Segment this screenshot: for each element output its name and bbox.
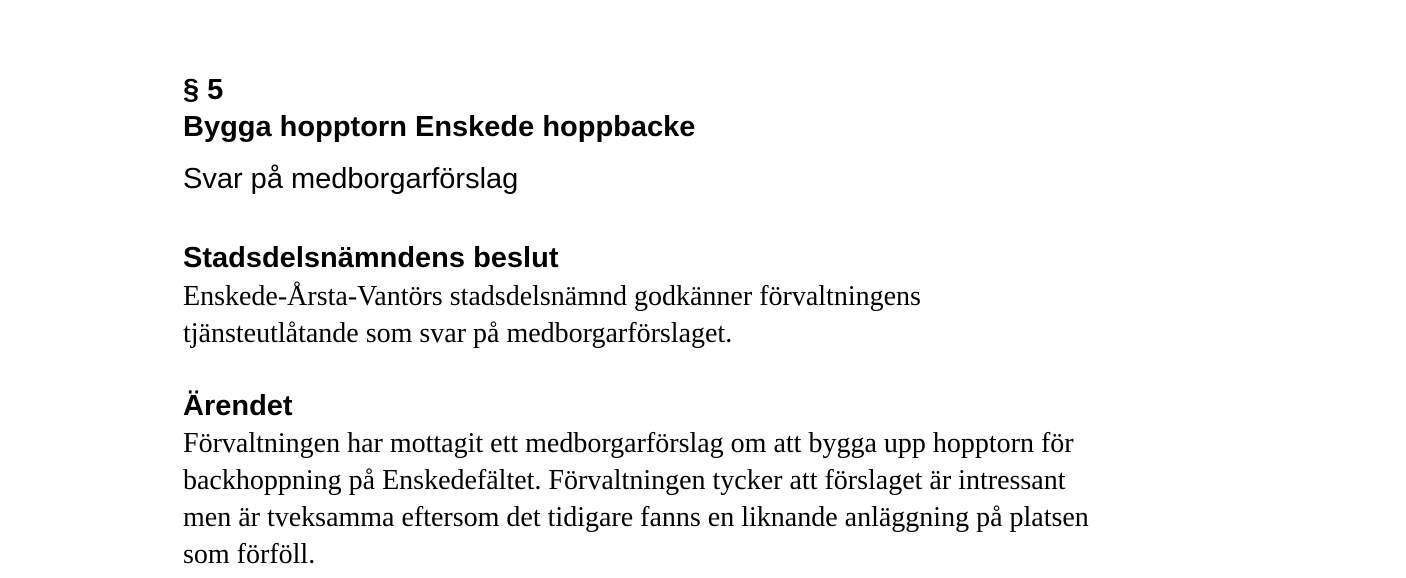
matter-paragraph <box>183 425 1089 573</box>
decision-heading: Stadsdelsnämndens beslut <box>183 242 559 274</box>
decision-paragraph <box>183 278 921 352</box>
matter-line: som förföll. <box>183 539 316 570</box>
section-number: § 5 <box>183 74 224 106</box>
matter-heading: Ärendet <box>183 390 293 422</box>
decision-line: tjänsteutlåtande som svar på medborgarförslaget. <box>183 318 733 349</box>
matter-line: men är tveksamma eftersom det tidigare fanns en liknande anläggning på platsen <box>183 502 1089 533</box>
section-subtitle: Svar på medborgarförslag <box>183 163 519 195</box>
matter-line: Förvaltningen har mottagit ett medborgarförslag om att bygga upp hopptorn för <box>183 428 1074 459</box>
section-title: Bygga hopptorn Enskede hoppbacke <box>183 111 696 143</box>
matter-line: backhoppning på Enskedefältet. Förvaltningen tycker att förslaget är intressant <box>183 465 1066 496</box>
decision-line: Enskede-Årsta-Vantörs stadsdelsnämnd godkänner förvaltningens <box>183 281 921 312</box>
